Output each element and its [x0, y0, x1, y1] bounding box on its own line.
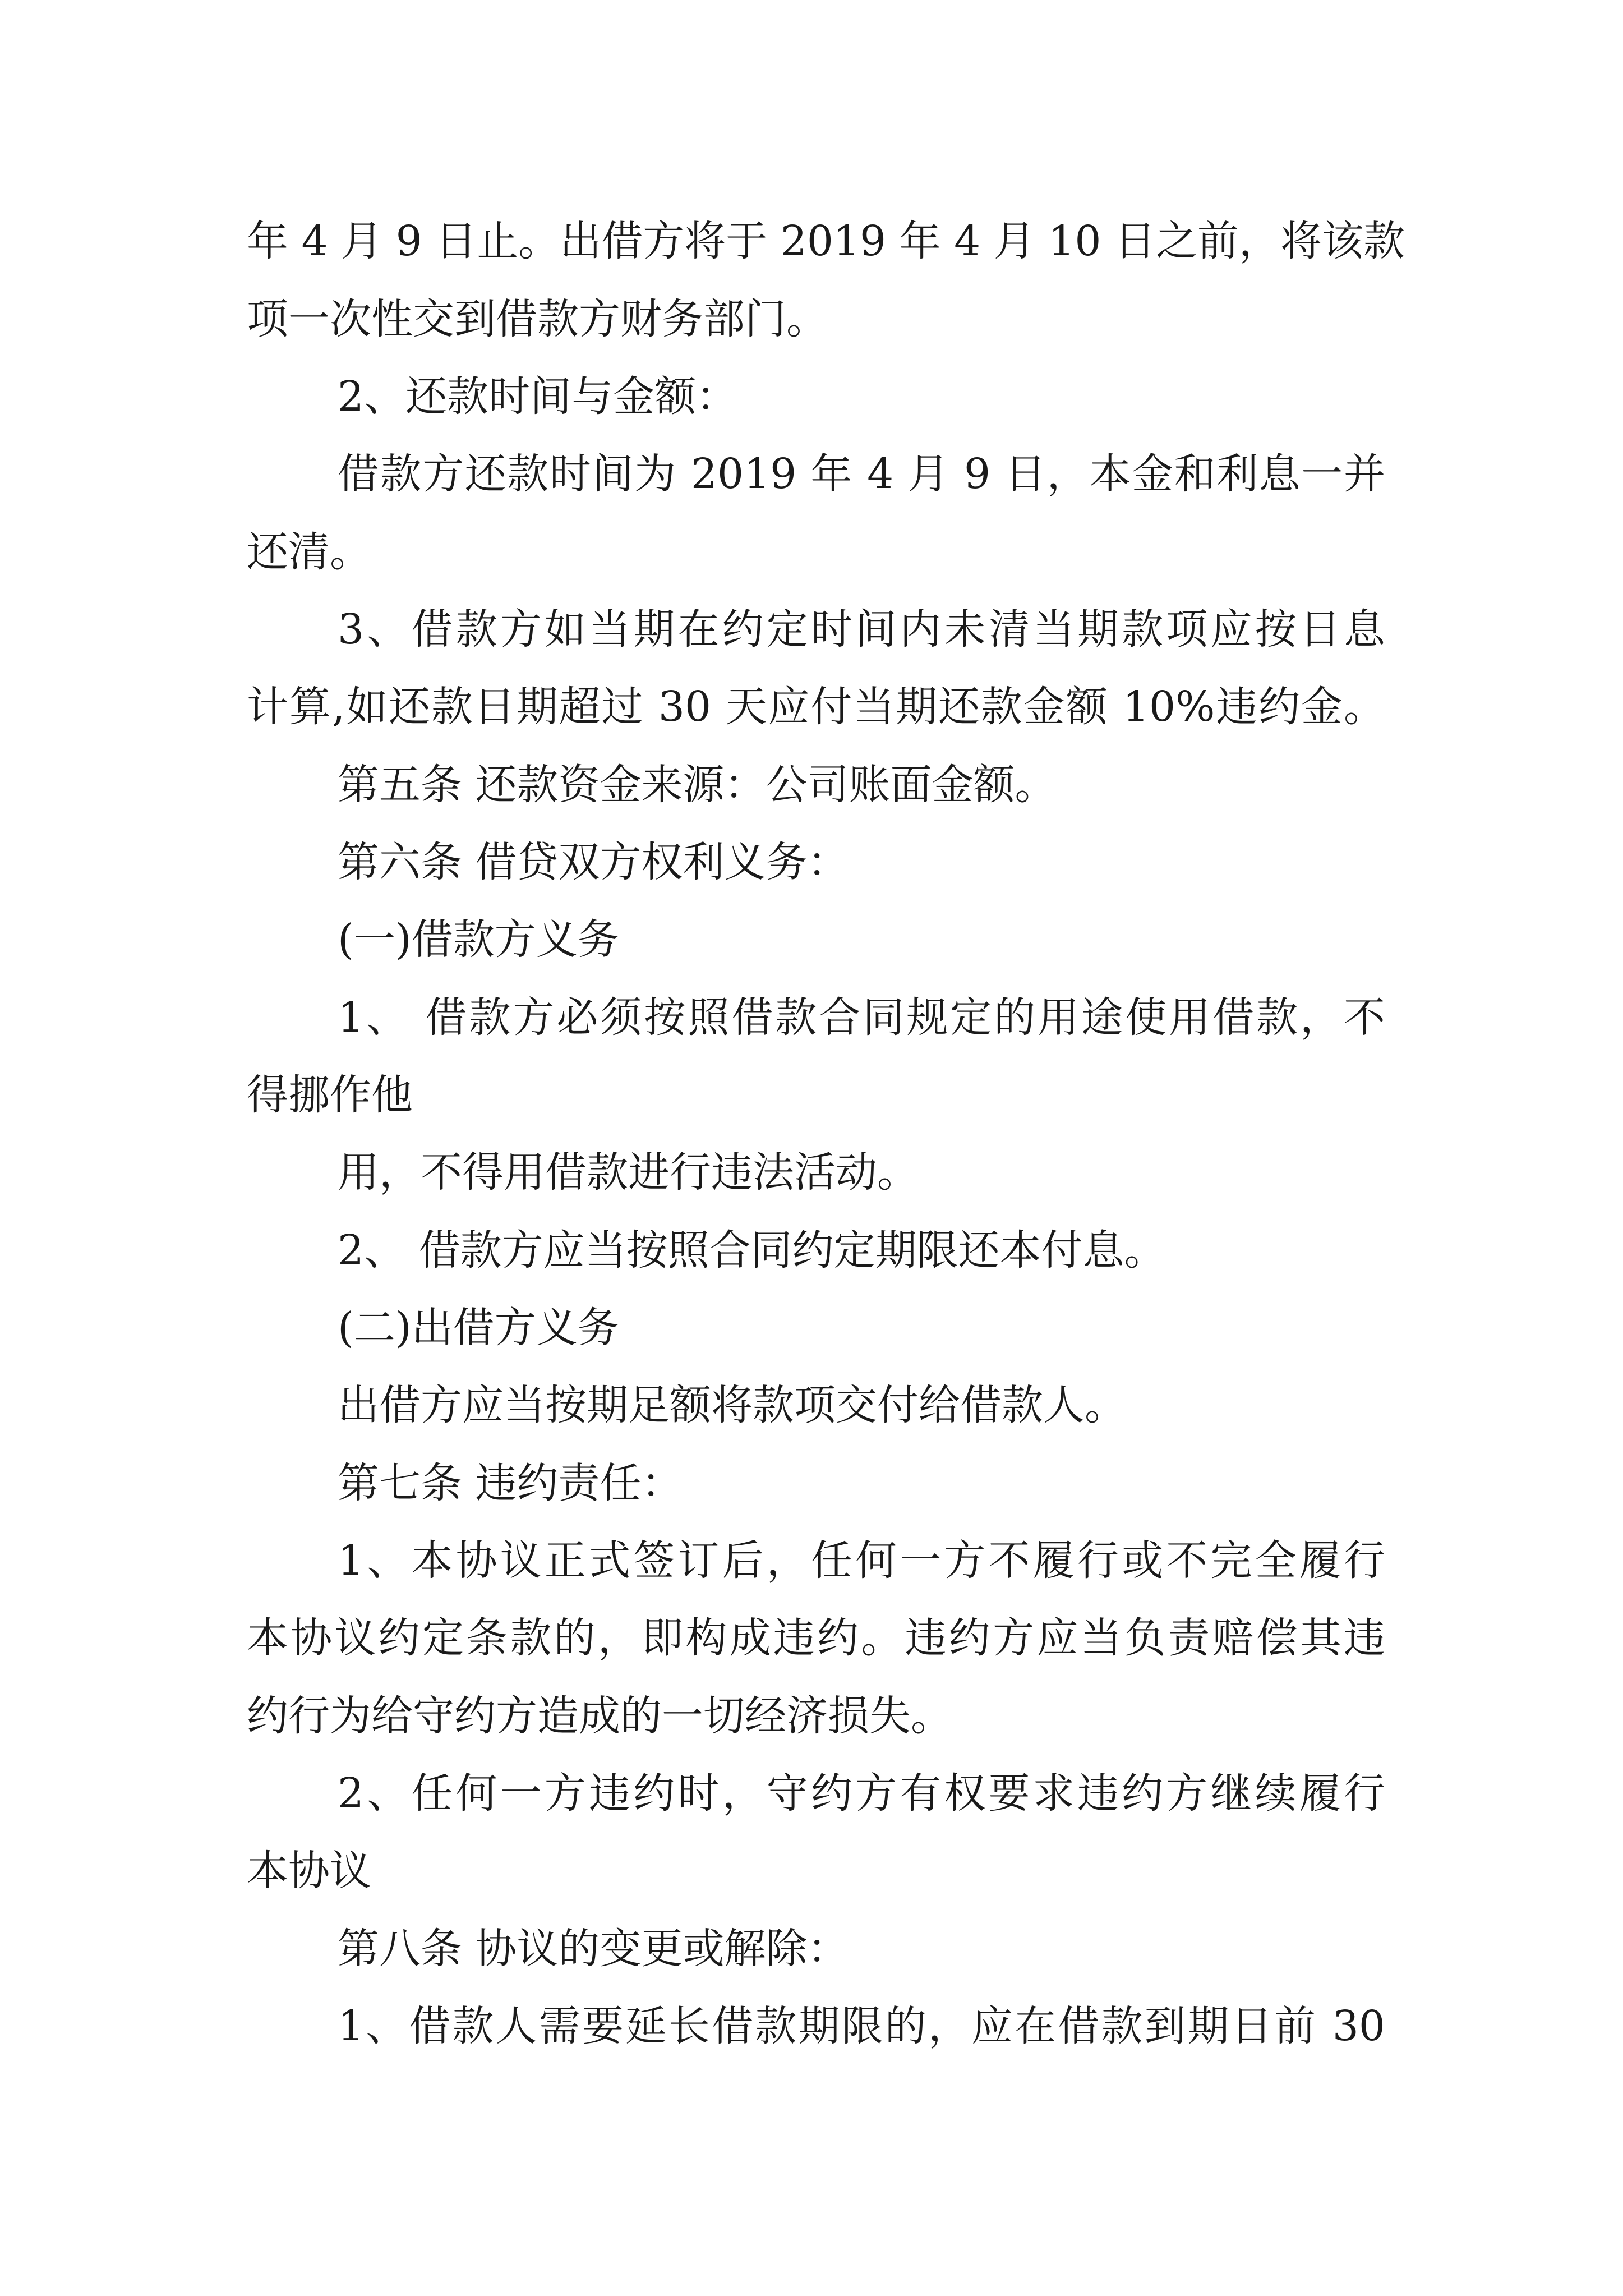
text-line: 用，不得用借款进行违法活动。: [338, 1148, 919, 1197]
text-line: 2、还款时间与金额：: [338, 372, 738, 421]
text-line: 1、借款人需要延长借款期限的，应在借款到期日前 30: [338, 2002, 1385, 2050]
text-line: 第六条 借贷双方权利义务：: [338, 838, 849, 886]
text-line: 3、借款方如当期在约定时间内未清当期款项应按日息: [338, 605, 1385, 654]
text-line: (一)借款方义务: [338, 915, 619, 964]
text-line: 1、本协议正式签订后，任何一方不履行或不完全履行: [338, 1536, 1385, 1585]
text-line: (二)出借方义务: [338, 1304, 619, 1352]
text-line: 2、 借款方应当按照合同约定期限还本付息。: [338, 1226, 1166, 1274]
text-line: 1、 借款方必须按照借款合同规定的用途使用借款，不: [338, 993, 1385, 1042]
text-line: 2、任何一方违约时，守约方有权要求违约方继续履行: [338, 1769, 1385, 1818]
text-line: 本协议约定条款的，即构成违约。违约方应当负责赔偿其违: [247, 1614, 1385, 1662]
text-line: 项一次性交到借款方财务部门。: [247, 295, 828, 343]
text-line: 第八条 协议的变更或解除：: [338, 1925, 849, 1973]
text-line: 得挪作他: [247, 1071, 413, 1119]
text-line: 本协议: [247, 1847, 371, 1895]
text-line: 借款方还款时间为 2019 年 4 月 9 日，本金和利息一并: [338, 450, 1385, 498]
text-line: 计算,如还款日期超过 30 天应付当期还款金额 10%违约金。: [247, 683, 1385, 731]
text-line: 出借方应当按期足额将款项交付给借款人。: [338, 1381, 1126, 1429]
text-line: 第五条 还款资金来源：公司账面金额。: [338, 761, 1057, 809]
text-line: 还清。: [247, 528, 371, 576]
text-line: 年 4 月 9 日止。出借方将于 2019 年 4 月 10 日之前，将该款: [247, 217, 1405, 265]
text-line: 第七条 违约责任：: [338, 1459, 683, 1507]
text-line: 约行为给守约方造成的一切经济损失。: [247, 1692, 952, 1740]
